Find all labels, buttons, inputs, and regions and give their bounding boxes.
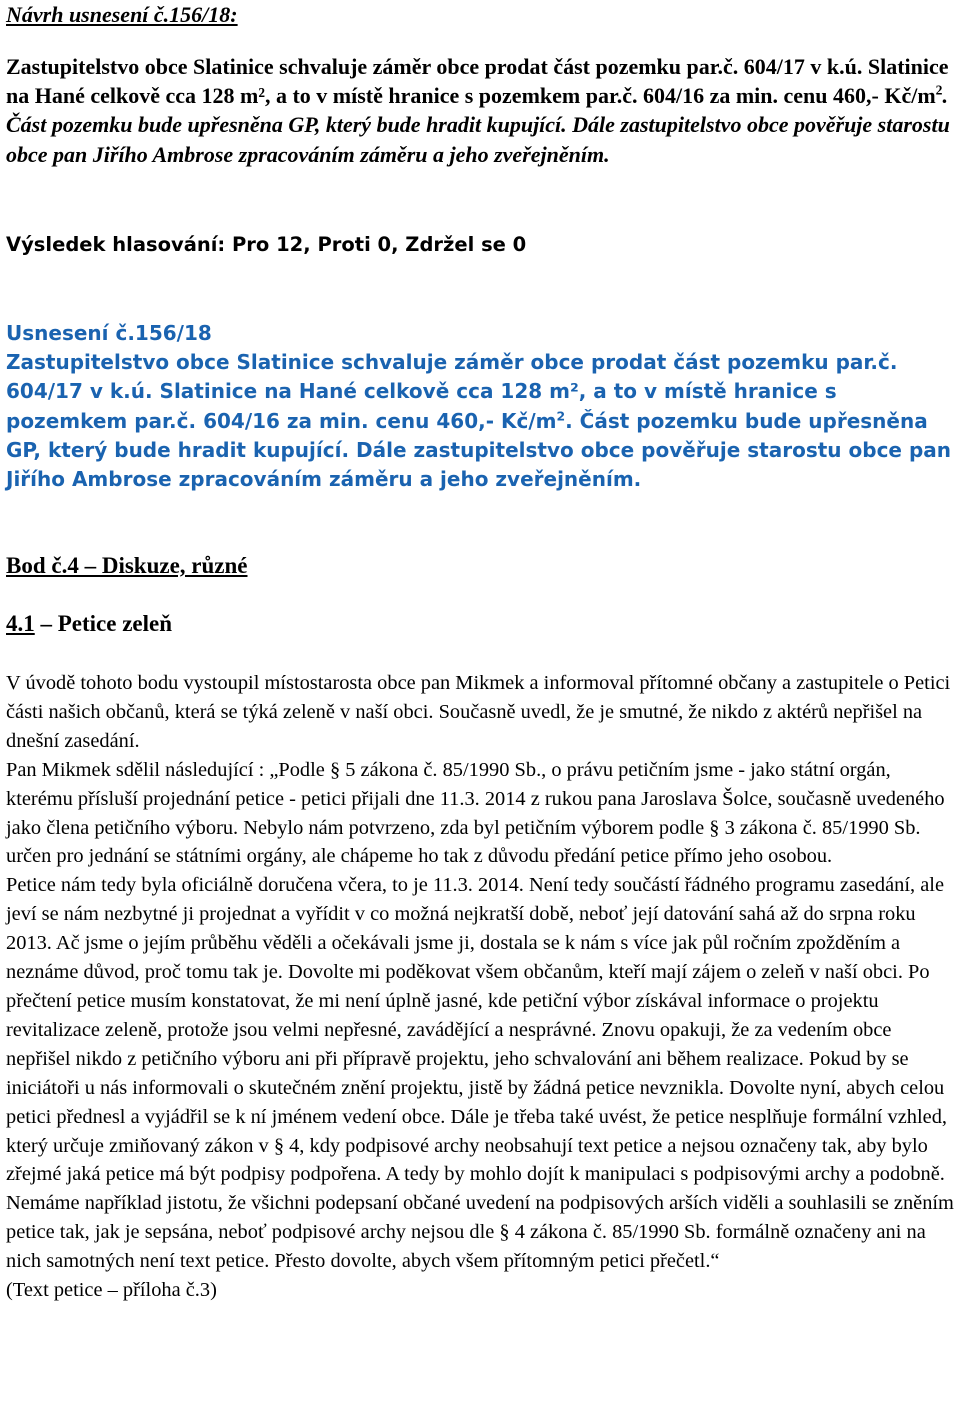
paragraph-details: Petice nám tedy byla oficiálně doručena včera, to je 11.3. 2014. Není tedy součástí řádného programu zasedání, ale jeví se nám nezbytné ji projednat a vyřídit v co možná nejkratší době, neboť její datování sahá až do srpna roku 2013. Ač jsme o jejím průběhu věděli a očekávali jsme ji, dostala se k nám s více jak půl ročním zpožděním a neznáme důvod, proč tomu tak je. Dovolte mi poděkovat všem občanům, kteří mají zájem o zeleň v naší obci. Po přečtení petice musím konstatovat, že mi není úplně jasné, kde petiční výbor získával informace o projektu revitalizace zeleně, protože jsou velmi nepřesné, zavádějící a nesprávné. Znovu opakuji, že za vedením obce nepřišel nikdo z petičního výboru ani při přípravě projektu, jeho schvalování ani během realizace. Pokud by se iniciátoři u nás informovali o skutečném znění projektu, jistě by žádná petice nevznikla. Dovolte nyní, abych celou petici přednesl a vyjádřil se k ní jménem vedení obce. Dále je třeba také uvést, že petice nesplňuje formální vzhled, který určuje zmiňovaný zákon v § 4, kdy podpisové archy neobsahují text petice a nejsou označeny tak, aby bylo zřejmé jaká petice má být podpisy podpořena. A tedy by mohlo dojít k manipulaci s podpisovými archy a podobně. Nemáme například jistotu, že všichni podepsaní občané uvedení na podpisových arších viděli a souhlasili se zněním petice tak, jak je sepsána, neboť podpisové archy nejsou dle § 4 zákona č. 85/1990 Sb. formálně označeny ani na nich samotných není text petice. Přesto dovolte, abych všem přítomným petici přečetl.“ [6, 874, 954, 1273]
proposal-text-italic: . Část pozemku bude upřesněna GP, který bude hradit kupující. Dále zastupitelstvo obce pověřuje starostu obce pan Jiřího Ambrose zpracováním záměru a jeho zveřejněním. [6, 83, 950, 167]
proposal-heading: Návrh usnesení č.156/18: [6, 2, 238, 27]
resolution-block [6, 319, 954, 494]
agenda-subitem [6, 611, 954, 637]
discussion-body [6, 669, 954, 1305]
proposal-text [6, 52, 954, 169]
subitem-title: – Petice zeleň [34, 611, 173, 636]
paragraph-attachment: (Text petice – příloha č.3) [6, 1279, 217, 1302]
agenda-item: Bod č.4 – Diskuze, různé [6, 553, 248, 578]
paragraph-intro: V úvodě tohoto bodu vystoupil místostarosta obce pan Mikmek a informoval přítomné občany a zastupitele o Petici části našich občanů, která se týká zeleně v naší obci. Současně uvedl, že je smutné, že nikdo z aktérů nepřišel na dnešní zasedání. [6, 672, 951, 752]
resolution-heading: Usnesení č.156/18 [6, 321, 212, 345]
subitem-number: 4.1 [6, 611, 35, 636]
proposal-block [6, 0, 954, 169]
paragraph-statement: Pan Mikmek sdělil následující : „Podle § 5 zákona č. 85/1990 Sb., o právu petičním jsme - jako státní orgán, kterému přísluší projednání petice - petici přijali dne 11.3. 2014 z rukou pana Jaroslava Šolce, současně uvedeného jako člena petičního výboru. Nebylo nám potvrzeno, zda byl petičním výborem podle § 3 zákona č. 85/1990 Sb. určen pro jednání se státními orgány, ale chápeme ho tak z důvodu předání petice přímo jeho osobou. [6, 758, 945, 868]
resolution-text: Zastupitelstvo obce Slatinice schvaluje záměr obce prodat část pozemku par.č. 604/17 v k.ú. Slatinice na Hané celkově cca 128 m², a to v místě hranice s pozemkem par.č. 604/16 za min. cenu 460,- $Kč/m^2$. Část pozemku bude upřesněna GP, který bude hradit kupující. Dále zastupitelstvo obce pověřuje starostu obce pan Jiřího Ambrose zpracováním záměru a jeho zveřejněním. [6, 350, 951, 492]
vote-result: Výsledek hlasování: Pro 12, Proti 0, Zdržel se 0 [6, 233, 527, 256]
proposal-text-upright: Zastupitelstvo obce Slatinice schvaluje záměr obce prodat část pozemku par.č. 604/17 v k.ú. Slatinice na Hané celkově cca 128 m², a to v místě hranice s pozemkem par.č. 604/16 za min. cenu 460,- $Kč/m^2$ [6, 54, 949, 109]
